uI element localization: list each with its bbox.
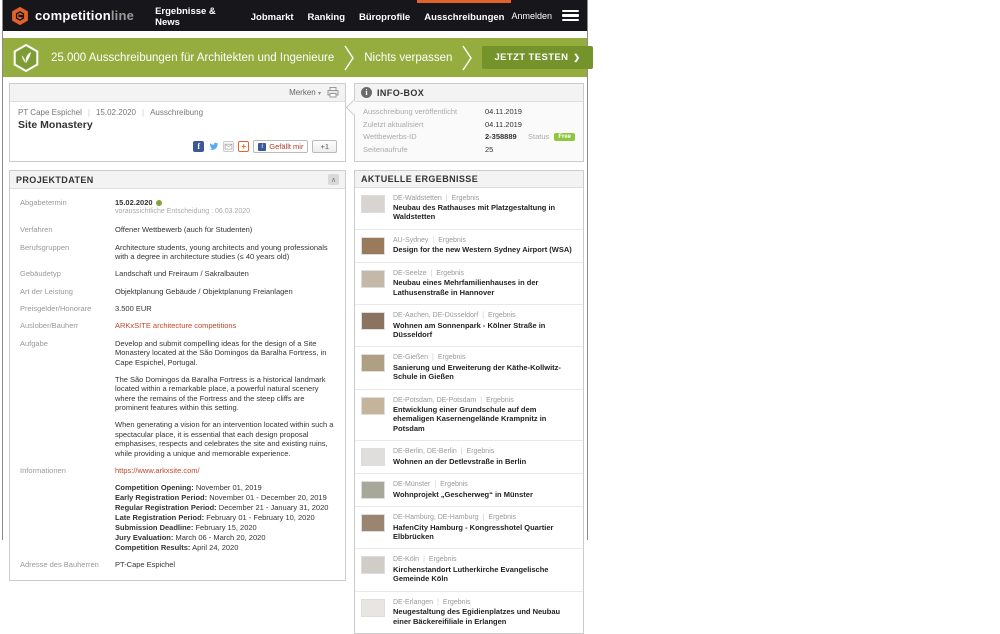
chevron-divider-icon — [344, 45, 354, 71]
jetzt-testen-button[interactable]: JETZT TESTEN ❯ — [482, 46, 592, 69]
project-header-card — [9, 83, 346, 162]
facebook-like-button[interactable]: f Gefällt mir — [253, 140, 308, 153]
infobox-row-views: Seitenaufrufe 25 — [363, 144, 494, 154]
row-preisgelder: Preisgelder/Honorare 3.500 EUR — [20, 304, 152, 313]
info-box — [354, 83, 584, 162]
result-thumbnail — [361, 195, 385, 213]
infobox-row-published: Ausschreibung veröffentlicht 04.11.2019 — [363, 107, 522, 116]
ergebnisse-title: AKTUELLE ERGEBNISSE — [361, 173, 479, 184]
website-link[interactable]: https://www.arkxsite.com/ — [115, 465, 200, 475]
result-item[interactable]: DE-Seelze | Ergebnis Neubau eines Mehrfamilienhauses in der Lathusenstraße in Hannover — [355, 263, 583, 305]
nav-item-jobmarkt[interactable]: Jobmarkt — [250, 11, 294, 23]
result-item[interactable]: DE-Hamburg, DE-Hamburg | Ergebnis HafenCity Hamburg - Kongresshotel Quartier Elbbrücken — [355, 507, 583, 549]
breadcrumb-type: | Ausschreibung — [136, 108, 203, 117]
result-item[interactable]: AU-Sydney | Ergebnis Design for the new Western Sydney Airport (WSA) — [355, 230, 583, 263]
row-gebaeudetyp: Gebäudetyp Landschaft und Freiraum / Sakralbauten — [20, 269, 249, 279]
row-informationen: Informationen https://www.arkxsite.com/ Competition Opening: November 01, 2019 Early Registration Period: November 01 - December 20, 2019 Regular Registration Period: December 21 - January 31, 2020 Late Registration Period: February 01 - February 10, 2020 Submission Deadline: February 15, 2020 Jury Evaluation: March 06 - March 20, 2020 Competition Results: April 24, 2020 — [20, 466, 335, 553]
auslober-link[interactable]: ARKxSITE architecture competitions — [115, 321, 237, 331]
projektdaten-panel — [9, 170, 346, 581]
row-verfahren: Verfahren Offener Wettbewerb (auch für Studenten) — [20, 225, 253, 235]
nav-item-ausschreibungen[interactable]: Ausschreibungen — [417, 0, 511, 31]
twitter-share-icon[interactable] — [208, 141, 219, 152]
result-item[interactable]: DE-Münster | Ergebnis Wohnprojekt „Gescherweg“ in Münster — [355, 474, 583, 507]
chevron-divider-icon — [462, 45, 472, 71]
ergebnisse-list — [355, 188, 583, 633]
chevron-down-icon: ▾ — [317, 91, 321, 97]
brand-main: competition — [35, 8, 111, 23]
banner-hexagon-icon — [11, 43, 41, 73]
result-thumbnail — [361, 354, 385, 372]
row-adresse: Adresse des Bauherren PT-Cape Espichel — [20, 560, 176, 570]
breadcrumb-date: | 15.02.2020 — [82, 108, 136, 117]
browser-page — [2, 0, 588, 626]
result-thumbnail — [361, 514, 385, 532]
nav-item-ranking[interactable]: Ranking — [307, 11, 346, 23]
collapse-panel-button[interactable]: ∧ — [328, 174, 339, 185]
nav-item-ergebnisse-news[interactable]: Ergebnisse & News — [155, 6, 216, 28]
email-share-icon[interactable] — [223, 141, 234, 152]
brand-sub: line — [110, 8, 135, 23]
status-label: Status — [528, 132, 550, 141]
competitionline-logo[interactable] — [10, 0, 134, 31]
deadline-date: 15.02.2020 — [115, 198, 153, 207]
result-thumbnail — [361, 481, 385, 499]
top-navbar — [3, 0, 587, 31]
merken-dropdown[interactable]: Merken ▾ — [289, 88, 321, 97]
facebook-share-icon[interactable]: f — [193, 141, 204, 152]
breadcrumb — [18, 108, 337, 117]
result-thumbnail — [361, 312, 385, 330]
status-badge: Free — [554, 133, 575, 141]
promo-banner — [3, 38, 587, 77]
banner-text-1: 25.000 Ausschreibungen für Architekten und Ingenieure — [51, 51, 335, 64]
status-dot-icon — [156, 200, 162, 206]
infobox-row-id: Wettbewerbs-ID 2-358889 Status Free — [363, 132, 575, 141]
result-item[interactable]: DE-Erlangen | Ergebnis Neugestaltung des Egidienplatzes und Neubau einer Bäckereifiliale in Erlangen — [355, 592, 583, 633]
infobox-title: INFO-BOX — [377, 87, 425, 98]
result-item[interactable]: DE-Aachen, DE-Düsseldorf | Ergebnis Wohnen am Sonnenpark - Kölner Straße in Düsseldorf — [355, 305, 583, 347]
info-icon: i — [361, 87, 372, 98]
aufgabe-paragraph-3: When generating a vision for an intervention located within such a spectacular place, it is essential that each design proposal emphasises, respects and celebrates the site and existing ruins, while providing a unique and memorable experience. — [115, 420, 334, 458]
row-berufsgruppen: Berufsgruppen Architecture students, young architects and young professionals with a degree in architecture studies (≤ 40 years old) — [20, 242, 328, 261]
banner-text-2: Nichts verpassen — [364, 51, 453, 64]
infobox-row-updated: Zuletzt aktualisiert 04.11.2019 — [363, 119, 522, 129]
result-item[interactable]: DE-Potsdam, DE-Potsdam | Ergebnis Entwicklung einer Grundschule auf dem ehemaligen Kasernengelände Krampnitz in Potsdam — [355, 390, 583, 442]
result-thumbnail — [361, 237, 385, 255]
result-thumbnail — [361, 397, 385, 415]
page-title: Site Monastery — [18, 119, 93, 131]
result-item[interactable]: DE-Waldstetten | Ergebnis Neubau des Rathauses mit Platzgestaltung in Waldstetten — [355, 188, 583, 230]
projektdaten-title: PROJEKTDATEN — [16, 174, 94, 185]
result-thumbnail — [361, 556, 385, 574]
google-plusone-button[interactable]: +1 — [312, 140, 337, 153]
result-item[interactable]: DE-Gießen | Ergebnis Sanierung und Erweiterung der Käthe-Kollwitz-Schule in Gießen — [355, 347, 583, 389]
aufgabe-paragraph-1: Develop and submit compelling ideas for the design of a Site Monastery located at the São Domingos da Baralha Fortress, in Cape Espichel, Portugal. — [115, 338, 327, 367]
aktuelle-ergebnisse-panel — [354, 170, 584, 634]
nav-item-bueroprofile[interactable]: Büroprofile — [359, 11, 411, 23]
result-thumbnail — [361, 599, 385, 617]
result-thumbnail — [361, 270, 385, 288]
more-share-icon[interactable]: + — [238, 141, 249, 152]
hamburger-menu-icon[interactable] — [562, 10, 579, 21]
schedule-list: Competition Opening: November 01, 2019 Early Registration Period: November 01 - December 20, 2019 Regular Registration Period: December 21 - January 31, 2020 Late Registration Period: February 01 - February 10, 2020 Submission Deadline: February 15, 2020 Jury Evaluation: March 06 - March 20, 2020 Competition Results: April 24, 2020 — [115, 483, 329, 552]
login-link[interactable]: Anmelden — [511, 10, 552, 21]
result-item[interactable]: DE-Köln | Ergebnis Kirchenstandort Lutherkirche Evangelische Gemeinde Köln — [355, 549, 583, 591]
hexagon-logo-icon — [10, 6, 30, 26]
result-thumbnail — [361, 448, 385, 466]
result-item[interactable]: DE-Berlin, DE-Berlin | Ergebnis Wohnen an der Detlevstraße in Berlin — [355, 441, 583, 474]
print-icon[interactable] — [327, 87, 339, 98]
cta-arrow-icon: ❯ — [573, 53, 581, 62]
aufgabe-paragraph-2: The São Domingos da Baralha Fortress is a historical landmark located within a remarkable place, a powerful natural scenery where the remains of the Fortress and the steep cliffs are prominent features within this setting. — [115, 374, 326, 412]
breadcrumb-location: PT Cape Espichel — [18, 108, 82, 117]
facebook-icon: f — [258, 143, 266, 151]
row-auslober: Auslober/Bauherr ARKxSITE architecture competitions — [20, 321, 237, 331]
row-art-der-leistung: Art der Leistung Objektplanung Gebäude / Objektplanung Freianlagen — [20, 286, 293, 296]
deadline-note: voraussichtliche Entscheidung : 06.03.2020 — [115, 208, 251, 216]
main-nav — [148, 0, 511, 31]
row-aufgabe: Aufgabe Develop and submit compelling ideas for the design of a Site Monastery located at the São Domingos da Baralha Fortress, in Cape Espichel, Portugal. The São Domingos da Baralha Fortress is a historical landmark located within a remarkable place, a powerful natural scenery where the remains of the Fortress and the steep cliffs are prominent features within this setting. When generating a vision for an intervention located within such a spectacular place, it is essential that each design proposal emphasises, respects and celebrates the site and existing ruins, while providing a unique and memorable experience. — [20, 338, 334, 458]
row-abgabetermin: Abgabetermin 15.02.2020 voraussichtliche Entscheidung : 06.03.2020 — [20, 198, 335, 217]
